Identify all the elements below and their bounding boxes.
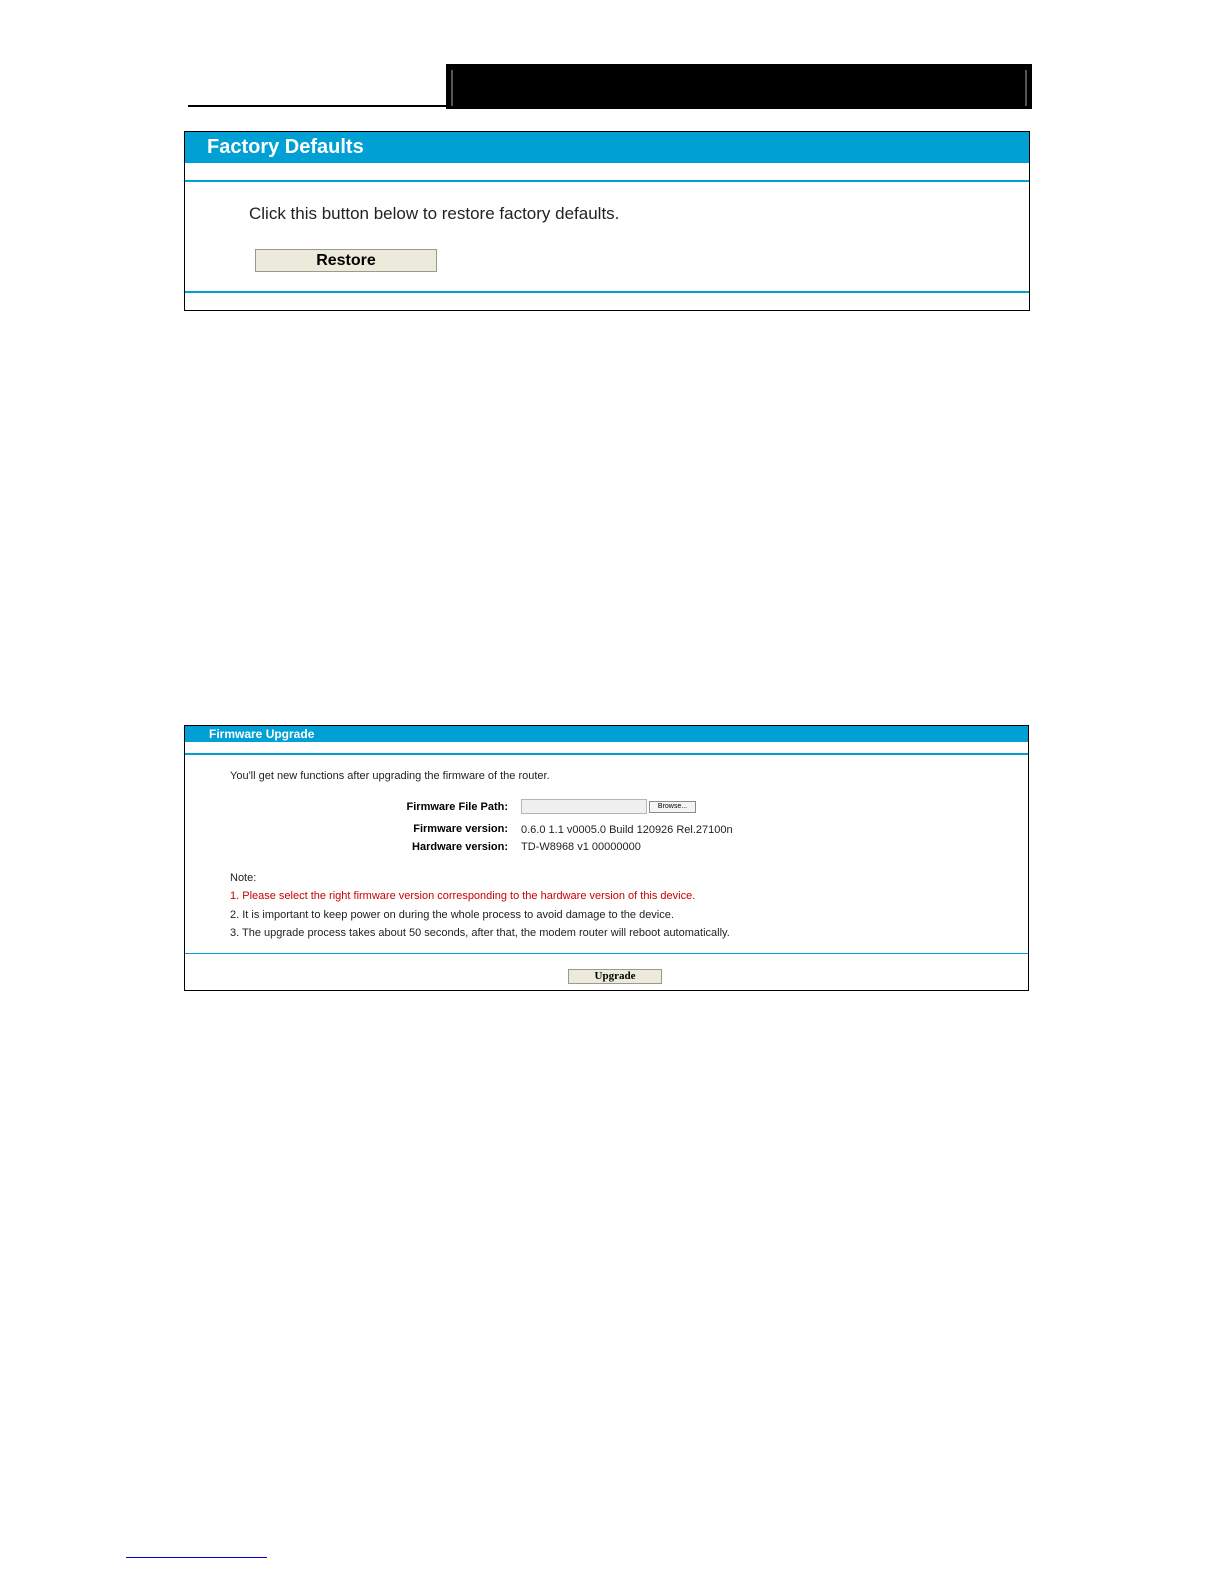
header-bar-right-edge: [1025, 70, 1027, 106]
note-item: 2. It is important to keep power on during the whole process to avoid damage to the device.: [230, 909, 674, 921]
restore-button[interactable]: Restore: [255, 249, 437, 272]
browse-button[interactable]: Browse...: [649, 801, 696, 813]
factory-defaults-panel: [184, 131, 1030, 311]
note-item: 3. The upgrade process takes about 50 seconds, after that, the modem router will reboot automatically.: [230, 927, 730, 939]
restore-description: Click this button below to restore factory defaults.: [249, 204, 620, 223]
footer-link-underline: [126, 1557, 267, 1558]
hardware-version-label: Hardware version:: [412, 841, 508, 853]
header-bar-left-edge: [451, 70, 453, 106]
page-header-rule: [188, 105, 446, 107]
firmware-upgrade-panel: [184, 725, 1029, 991]
firmware-version-value: 0.6.0 1.1 v0005.0 Build 120926 Rel.27100n: [521, 824, 733, 836]
firmware-upgrade-title: Firmware Upgrade: [185, 726, 1028, 742]
upgrade-button[interactable]: Upgrade: [568, 969, 662, 984]
panel-divider-bottom: [185, 291, 1029, 293]
note-item: 1. Please select the right firmware version corresponding to the hardware version of this device.: [230, 890, 696, 902]
firmware-file-path-input[interactable]: [521, 799, 647, 814]
panel-divider-top: [185, 753, 1028, 755]
upgrade-intro-text: You'll get new functions after upgrading the firmware of the router.: [230, 770, 550, 782]
panel-divider-bottom: [185, 953, 1028, 954]
firmware-file-path-label: Firmware File Path:: [406, 801, 508, 813]
firmware-version-label: Firmware version:: [413, 823, 508, 835]
page-header-bar: [446, 64, 1032, 109]
hardware-version-value: TD-W8968 v1 00000000: [521, 841, 641, 853]
note-title: Note:: [230, 872, 257, 884]
factory-defaults-title: Factory Defaults: [185, 132, 1029, 163]
panel-divider-top: [185, 180, 1029, 182]
